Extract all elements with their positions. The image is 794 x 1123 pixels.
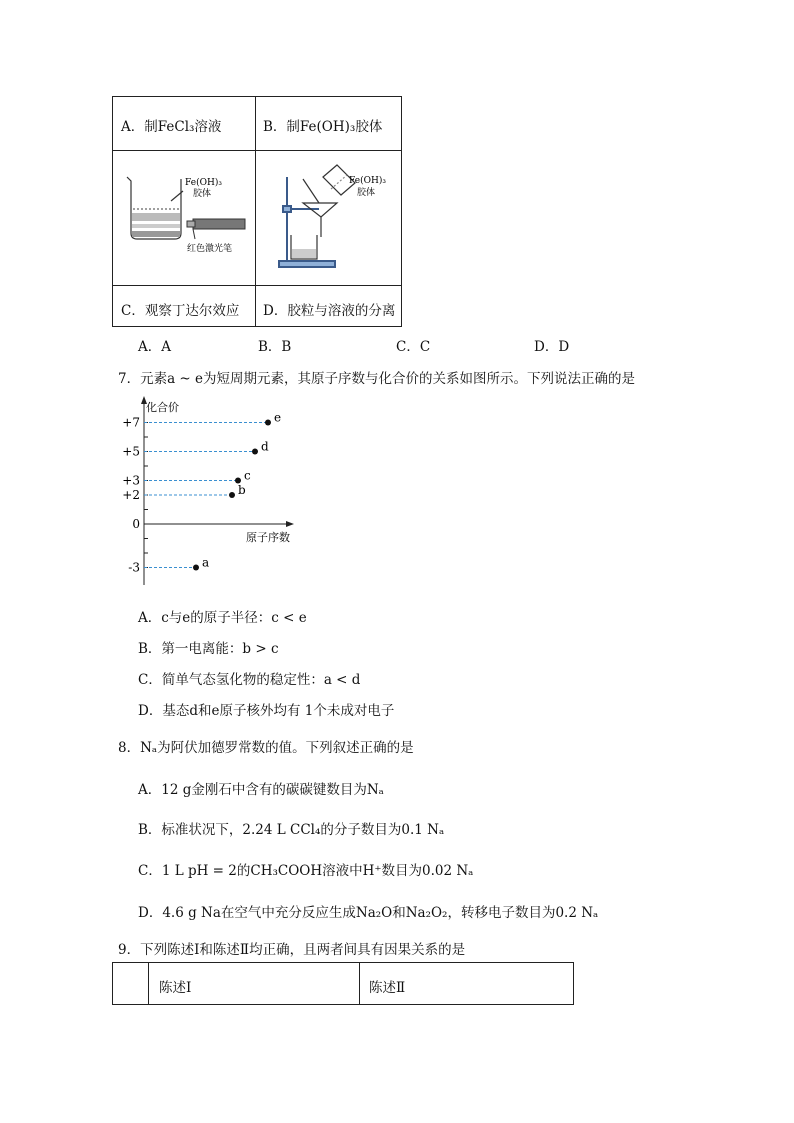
point-label-e: e [274, 410, 282, 425]
q8-stem: 8．Nₐ为阿伏加德罗常数的值。下列叙述正确的是 [118, 740, 414, 756]
q6-option-a[interactable]: A．A [138, 339, 171, 355]
q7-stem: 7．元素a ~ e为短周期元素，其原子序数与化合价的关系如图所示。下列说法正确的是 [118, 371, 636, 387]
q9-header-statement-1: 陈述Ⅰ [159, 980, 192, 996]
point-label-a: a [202, 555, 210, 570]
table-divider [359, 963, 360, 1004]
point-label-b: b [238, 483, 246, 497]
figure-label: Fe(OH)₃ [185, 178, 222, 188]
point-c [235, 478, 241, 484]
figure-label: 胶体 [357, 188, 376, 198]
y-tick-label: +7 [122, 415, 140, 430]
laser-pen-icon [187, 219, 245, 239]
q6-cell-a: A．制FeCl₃溶液 [121, 119, 222, 135]
y-axis-label: 化合价 [146, 401, 179, 414]
q8-option-b[interactable]: B．标准状况下，2.24 L CCl₄的分子数目为0.1 Nₐ [138, 822, 445, 838]
y-tick-label: 0 [132, 517, 140, 531]
q6-option-c[interactable]: C．C [396, 339, 431, 355]
q6-cell-d: D．胶粒与溶液的分离 [263, 303, 396, 319]
point-label-d: d [261, 439, 269, 454]
q6-cell-c: C．观察丁达尔效应 [121, 303, 240, 319]
q8-option-d[interactable]: D．4.6 g Na在空气中充分反应生成Na₂O和Na₂O₂，转移电子数目为0.2 Nₐ [138, 905, 599, 921]
point-e [265, 420, 271, 426]
q6-table [112, 96, 402, 327]
y-tick-label: +2 [122, 488, 140, 502]
q6-option-d[interactable]: D．D [534, 339, 570, 355]
q7-option-d[interactable]: D．基态d和e原子核外均有 1个未成对电子 [138, 703, 395, 719]
q7-option-c[interactable]: C．简单气态氢化物的稳定性：a < d [138, 672, 361, 688]
tyndall-effect-figure [123, 169, 251, 281]
figure-label: 红色激光笔 [187, 244, 233, 254]
y-tick-label: -3 [128, 560, 140, 575]
q8-option-a[interactable]: A．12 g金刚石中含有的碳碳键数目为Nₐ [138, 782, 384, 798]
q7-chart [110, 395, 330, 590]
q7-option-b[interactable]: B．第一电离能：b > c [138, 641, 279, 657]
q6-option-b[interactable]: B．B [258, 339, 292, 355]
q6-cell-b: B．制Fe(OH)₃胶体 [263, 119, 383, 135]
x-axis-arrow [286, 521, 294, 527]
q9-stem: 9．下列陈述Ⅰ和陈述Ⅱ均正确，且两者间具有因果关系的是 [118, 942, 466, 958]
table-divider [148, 963, 149, 1004]
q9-table [112, 962, 574, 1005]
table-divider [113, 150, 401, 151]
q7-option-a[interactable]: A．c与e的原子半径：c < e [138, 610, 307, 626]
x-axis-label: 原子序数 [246, 531, 290, 544]
q8-option-c[interactable]: C．1 L pH = 2的CH₃COOH溶液中H⁺数目为0.02 Nₐ [138, 863, 474, 879]
beaker-icon [291, 235, 317, 259]
filtration-figure [259, 159, 397, 281]
y-tick-label: +5 [122, 444, 140, 459]
point-b [229, 492, 235, 498]
point-a [193, 565, 199, 571]
table-divider [113, 285, 401, 286]
point-label-c: c [244, 468, 251, 483]
q9-header-statement-2: 陈述Ⅱ [369, 980, 406, 996]
table-divider [255, 97, 256, 326]
beaker-icon [127, 177, 183, 239]
figure-label: 胶体 [193, 189, 212, 199]
figure-label: Fe(OH)₃ [349, 176, 386, 186]
point-d [252, 449, 258, 455]
y-tick-label: +3 [122, 473, 140, 488]
